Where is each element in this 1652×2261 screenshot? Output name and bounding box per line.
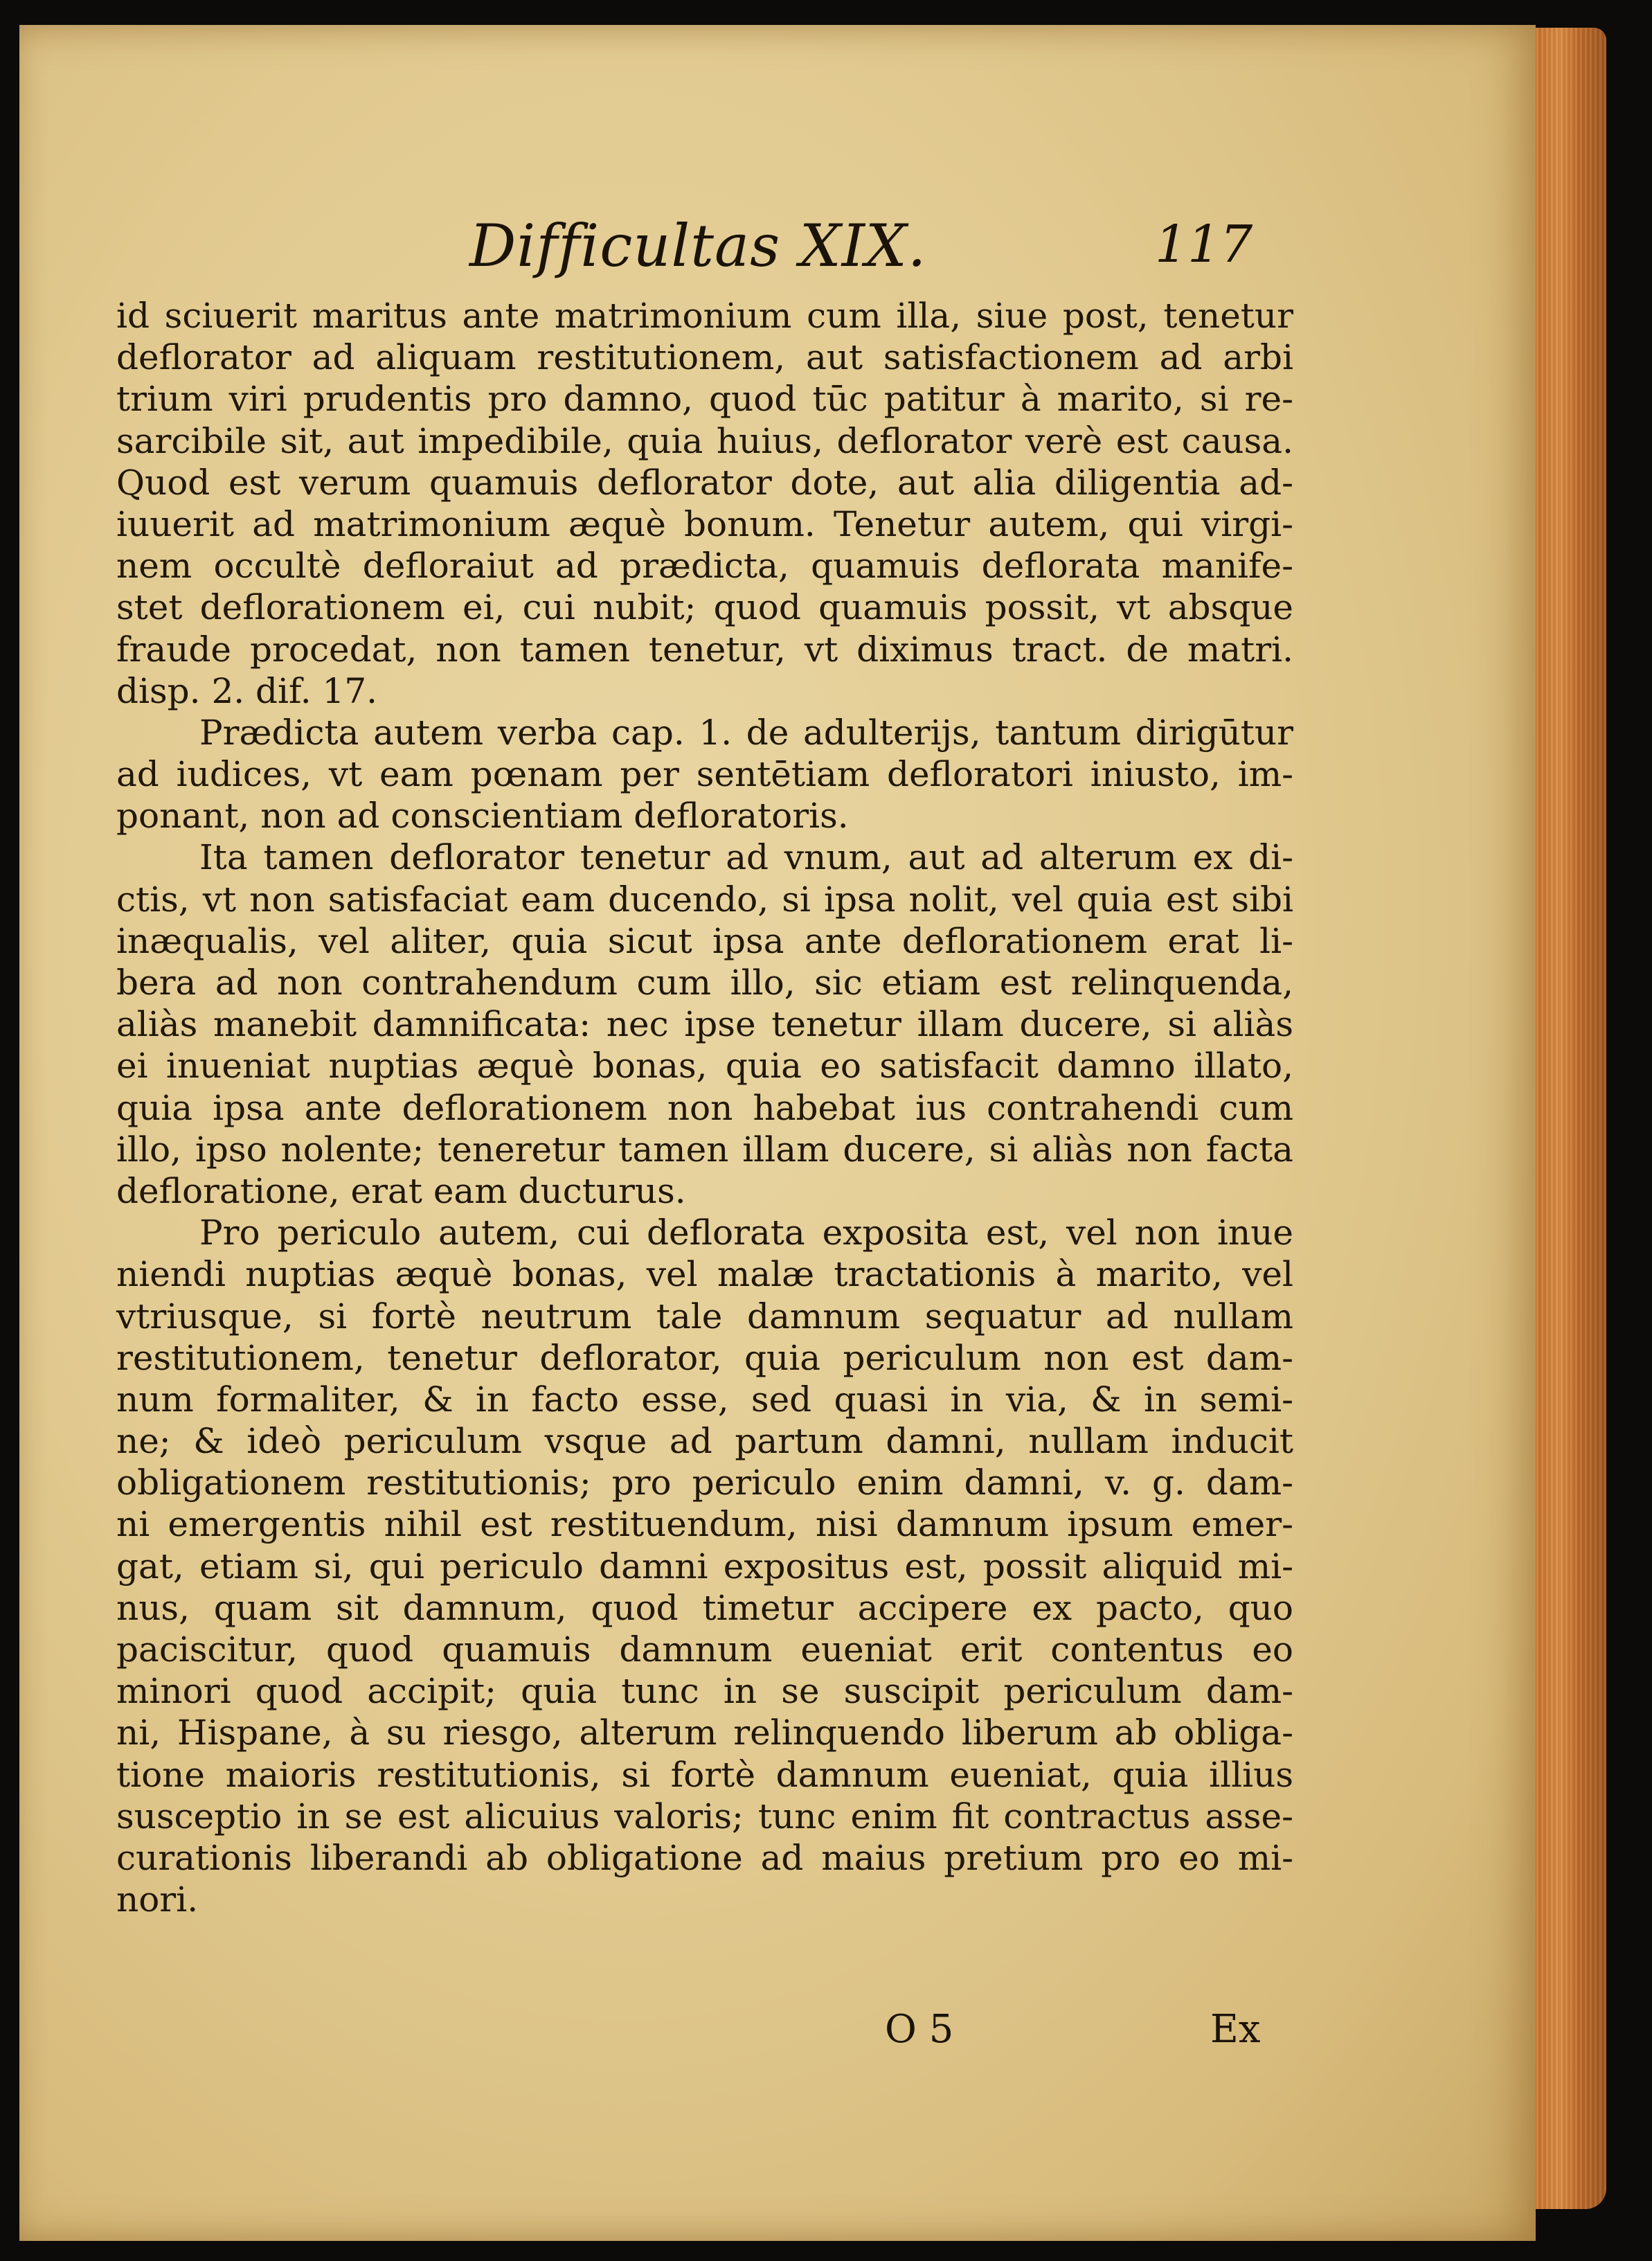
- text-line: curationis liberandi ab obligatione ad maius pretium pro eo mi-: [116, 1837, 1293, 1878]
- text-line: id sciuerit maritus ante matrimonium cum illa, siue post, tenetur: [116, 296, 1293, 336]
- page-header: [19, 212, 1536, 295]
- running-title: Difficultas XIX.: [469, 212, 927, 280]
- text-line: ni emergentis nihil est restituendum, nisi damnum ipsum emer-: [116, 1504, 1293, 1545]
- paragraph-4: [116, 1212, 1293, 1920]
- text-line: defloratione, erat eam ducturus.: [116, 1170, 686, 1211]
- text-line: ponant, non ad conscientiam defloratoris.: [116, 796, 849, 837]
- text-line: trium viri prudentis pro damno, quod tūc patitur à marito, si re-: [116, 379, 1293, 420]
- text-line: nem occultè defloraiut ad prædicta, quamuis deflorata manife-: [116, 546, 1293, 587]
- text-line: stet deflorationem ei, cui nubit; quod quamuis possit, vt absque: [116, 587, 1293, 628]
- text-line: Prædicta autem verba cap. 1. de adulterijs, tantum dirigūtur: [199, 712, 1293, 753]
- signature-mark: O 5: [885, 2007, 954, 2052]
- text-line: sarcibile sit, aut impedibile, quia huius, deflorator verè est causa.: [116, 420, 1293, 461]
- page-footer: [19, 2007, 1536, 2062]
- text-line: num formaliter, & in facto esse, sed quasi in via, & in semi-: [116, 1379, 1293, 1420]
- text-line: nori.: [116, 1879, 199, 1920]
- text-line: niendi nuptias æquè bonas, vel malæ tractationis à marito, vel: [116, 1254, 1293, 1295]
- text-line: bera ad non contrahendum cum illo, sic etiam est relinquenda,: [116, 963, 1293, 1003]
- text-line: inæqualis, vel aliter, quia sicut ipsa ante deflorationem erat li-: [116, 920, 1293, 961]
- text-line: Quod est verum quamuis deflorator dote, aut alia diligentia ad-: [116, 462, 1293, 503]
- book-leaf: [19, 25, 1536, 2241]
- text-line: susceptio in se est alicuius valoris; tunc enim fit contractus asse-: [116, 1796, 1293, 1836]
- text-line: disp. 2. dif. 17.: [116, 670, 378, 711]
- text-line: tione maioris restitutionis, si fortè damnum eueniat, quia illius: [116, 1754, 1293, 1795]
- text-line: ctis, vt non satisfaciat eam ducendo, si ipsa nolit, vel quia est sibi: [116, 879, 1293, 920]
- text-line: gat, etiam si, qui periculo damni expositus est, possit aliquid mi-: [116, 1546, 1293, 1587]
- text-line: deflorator ad aliquam restitutionem, aut satisfactionem ad arbi: [116, 337, 1293, 378]
- paragraph-1: [116, 295, 1293, 712]
- text-line: ad iudices, vt eam pœnam per sentētiam defloratori iniusto, im-: [116, 754, 1293, 795]
- text-line: ne; & ideò periculum vsque ad partum damni, nullam inducit: [116, 1421, 1293, 1462]
- text-line: Pro periculo autem, cui deflorata exposita est, vel non inue: [199, 1213, 1293, 1253]
- body-text: [116, 295, 1293, 1920]
- text-line: ni, Hispane, à su riesgo, alterum relinquendo liberum ab obliga-: [116, 1713, 1293, 1753]
- paragraph-2: [116, 712, 1293, 837]
- text-line: illo, ipso nolente; teneretur tamen illam ducere, si aliàs non facta: [116, 1129, 1293, 1170]
- paragraph-3: [116, 837, 1293, 1212]
- text-line: quia ipsa ante deflorationem non habebat ius contrahendi cum: [116, 1087, 1293, 1128]
- text-line: restitutionem, tenetur deflorator, quia periculum non est dam-: [116, 1337, 1293, 1378]
- text-line: Ita tamen deflorator tenetur ad vnum, aut ad alterum ex di-: [199, 837, 1293, 878]
- text-line: iuuerit ad matrimonium æquè bonum. Tenetur autem, qui virgi-: [116, 503, 1293, 544]
- text-line: paciscitur, quod quamuis damnum eueniat erit contentus eo: [116, 1629, 1293, 1670]
- text-line: aliàs manebit damnificata: nec ipse tenetur illam ducere, si aliàs: [116, 1004, 1293, 1045]
- text-line: obligationem restitutionis; pro periculo enim damni, v. g. dam-: [116, 1463, 1293, 1503]
- text-line: ei inueniat nuptias æquè bonas, quia eo satisfacit damno illato,: [116, 1046, 1293, 1087]
- text-line: nus, quam sit damnum, quod timetur accipere ex pacto, quo: [116, 1587, 1293, 1628]
- text-line: fraude procedat, non tamen tenetur, vt diximus tract. de matri.: [116, 629, 1293, 670]
- text-line: vtriusque, si fortè neutrum tale damnum sequatur ad nullam: [116, 1296, 1293, 1337]
- text-line: minori quod accipit; quia tunc in se suscipit periculum dam-: [116, 1671, 1293, 1712]
- page-number: 117: [1155, 215, 1253, 274]
- catchword: Ex: [1210, 2007, 1261, 2052]
